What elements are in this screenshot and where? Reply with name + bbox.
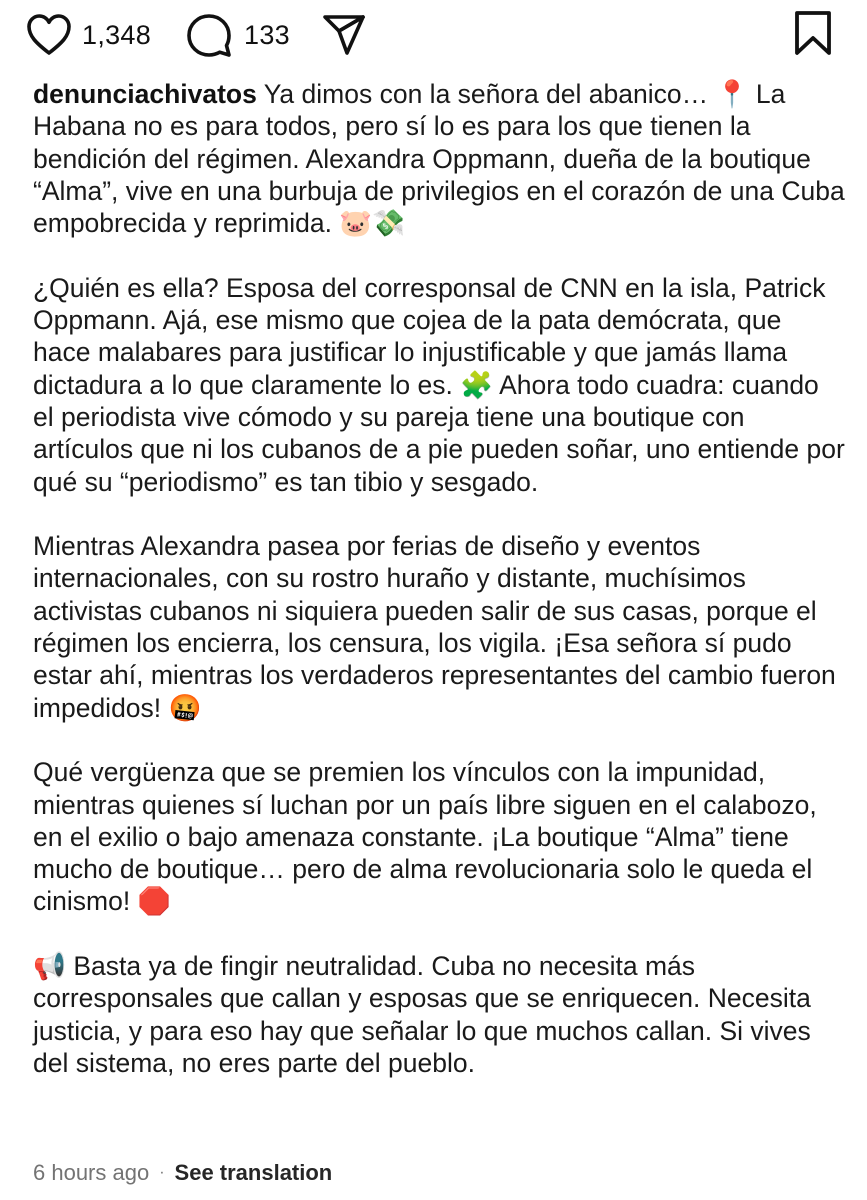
caption-paragraph-3: Mientras Alexandra pasea por ferias de diseño y eventos internacionales, con su rostro huraño y distante, muchísimos activistas cubanos ni siquiera pueden salir de sus casas, porque el régimen los encierra, los censura, los vigila. ¡Esa señora sí pudo estar ahí, mientras los verdaderos representantes del cambio fueron impedidos! 🤬 — [33, 531, 836, 723]
share-button[interactable] — [322, 12, 366, 58]
caption-paragraph-4: Qué vergüenza que se premien los vínculos con la impunidad, mientras quienes sí luchan por un país libre siguen en el calabozo, en el exilio o bajo amenaza constante. ¡La boutique “Alma” tiene mucho de boutique… pero de alma revolucionaria solo le queda el cinismo! 🛑 — [33, 757, 817, 917]
post-action-bar — [0, 0, 867, 72]
footer-separator: · — [159, 1164, 165, 1181]
bookmark-icon — [793, 10, 833, 56]
save-button[interactable] — [793, 10, 833, 56]
post-timestamp: 6 hours ago — [33, 1160, 150, 1185]
caption-paragraph-5: 📢 Basta ya de fingir neutralidad. Cuba no necesita más corresponsales que callan y esposas que se enriquecen. Necesita justicia, y para eso hay que señalar lo que muchos callan. Si vives del sistema, no eres parte del pueblo. — [33, 951, 811, 1078]
heart-icon — [26, 13, 72, 57]
caption-text-1: Ya dimos con la señora del abanico… 📍 La Habana no es para todos, pero sí lo es para los que tienen la bendición del régimen. Alexandra Oppmann, dueña de la boutique “Alma”, vive en una burbuja de privilegios en el corazón de una Cuba empobrecida y reprimida. 🐷💸 — [33, 79, 845, 239]
like-button[interactable] — [26, 12, 151, 58]
caption-paragraph-2: ¿Quién es ella? Esposa del corresponsal de CNN en la isla, Patrick Oppmann. Ajá, ese mismo que cojea de la pata demócrata, que hace malabares para justificar lo injustificable y que jamás llama dictadura a lo que claramente lo es. 🧩 Ahora todo cuadra: cuando el periodista vive cómodo y su pareja tiene una boutique con artículos que ni los cubanos de a pie pueden soñar, uno entiende por qué su “periodismo” es tan tibio y sesgado. — [33, 272, 845, 497]
caption-paragraph-1 — [33, 78, 845, 239]
comment-count: 133 — [244, 19, 290, 50]
comment-icon — [186, 12, 232, 58]
post-caption — [33, 78, 845, 1079]
like-count: 1,348 — [82, 19, 152, 50]
post-username[interactable]: denunciachivatos — [33, 79, 257, 109]
share-icon — [322, 13, 366, 57]
post-footer — [33, 1160, 332, 1186]
see-translation-link[interactable]: See translation — [174, 1160, 333, 1185]
comment-button[interactable] — [186, 12, 290, 58]
